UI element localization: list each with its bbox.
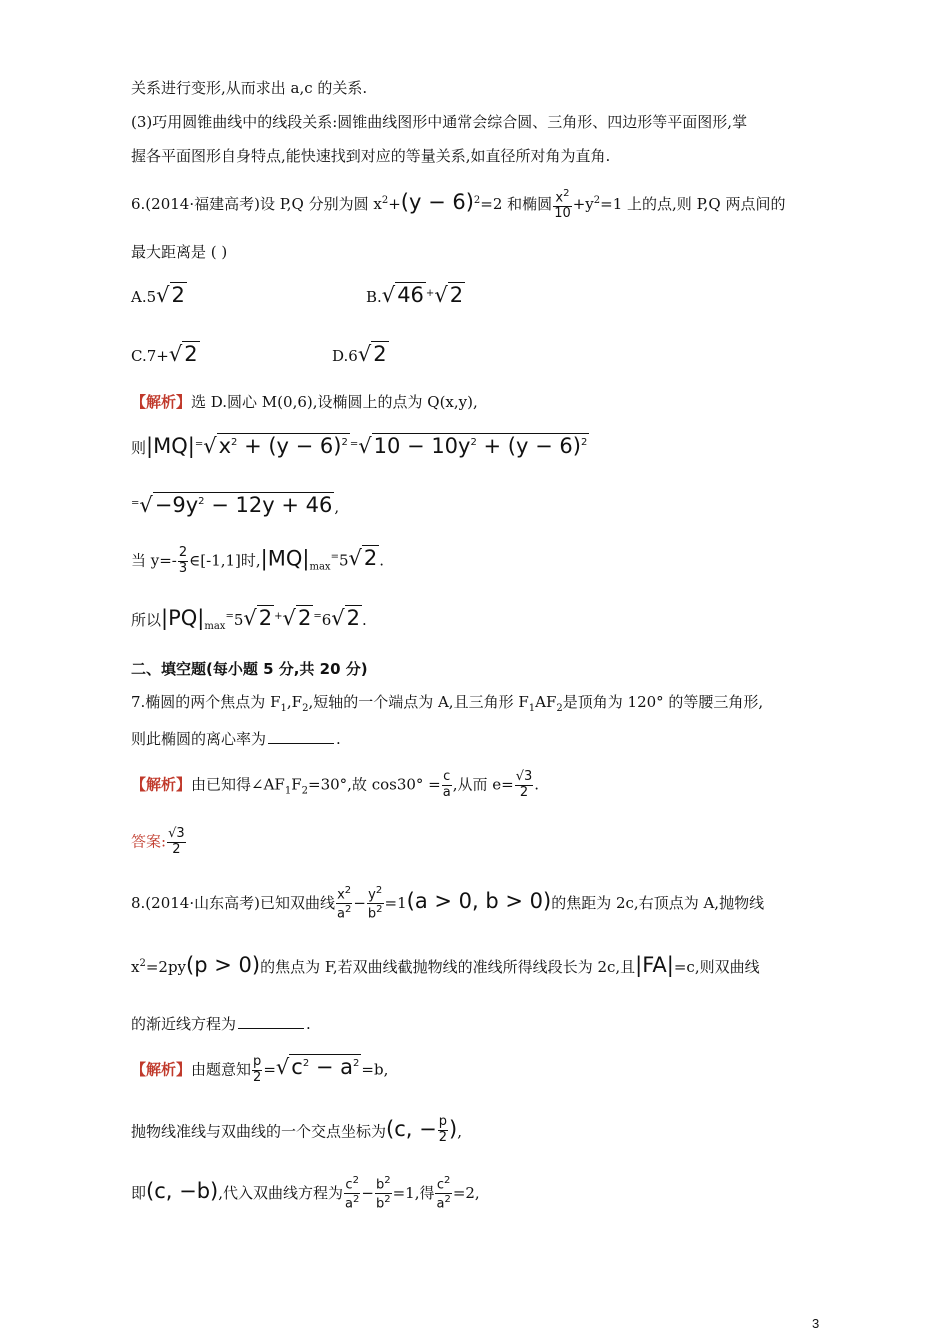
answer-7: 答案: $\frac{√3}{2}$ (131, 826, 185, 857)
solution-6-line-4: 当 y=- $\frac{2}{3}$ ∈[-1,1]时$,|MQ|_{max}^=5√2$ . (131, 545, 385, 576)
solution-6-line-2: 则$|MQ|^=√x^2 + (y - 6)^2$ $^=√10 - 10y^2 + (y - 6)^2$ (131, 434, 588, 458)
option-d: D.6√2 (332, 342, 387, 366)
question-8-stem: 8.(2014·山东高考)已知双曲线 $\frac{x^2}{a^2}$ − $\frac{y^2}{b^2}$ =1(a > 0, b > 0)的焦距为 2c,右顶点为 A,抛物线 (131, 885, 765, 922)
question-6-stem-cont: 最大距离是 ( ) (131, 243, 228, 261)
solution-8-line-3: 即(c, −b),代入双曲线方程为 $\frac{c^2}{a^2}$ − $\frac{b^2}{b^2}$ =1,得 $\frac{c^2}{a^2}$ =2, (131, 1175, 480, 1212)
question-6-stem: 6.(2014·福建高考)设 P,Q 分别为圆 $x^2+(y - 6)^2=2$ 和椭圆 $\frac{x^2}{10}$ $+y^2=1$ 上的点,则 P,Q 两点间的 (131, 188, 786, 222)
text-line: 关系进行变形,从而求出 a,c 的关系. (131, 79, 368, 97)
text-line: (3)巧用圆锥曲线中的线段关系:圆锥曲线图形中通常会综合圆、三角形、四边形等平面图形,掌 (131, 113, 748, 131)
question-8-stem-cont: $x^2=2py(p > 0)$的焦点为 F,若双曲线截抛物线的准线所得线段长为 2c,且|FA|=c,则双曲线 (131, 953, 760, 977)
solution-6-line-1: 【解析】选 D.圆心 M(0,6),设椭圆上的点为 Q(x,y), (131, 393, 478, 411)
solution-8-line-2: 抛物线准线与双曲线的一个交点坐标为(c, − $\frac{p}{2}$ ), (131, 1114, 462, 1145)
solution-8-line-1: 【解析】由题意知 $\frac{p}{2}$ $=√c^2 - a^2 =b$, (131, 1054, 389, 1085)
answer-blank (238, 1028, 304, 1029)
solution-6-line-5: 所以$|PQ|_{max}^=5√2$ +√2 =6√2 . (131, 606, 367, 632)
solution-7: 【解析】由已知得$\angle AF_1F_2=30^\circ$,故 cos30° = $\frac{c}{a}$ ,从而 e= $\frac{√3}{2}$ . (131, 769, 540, 800)
section-heading: 二、填空题(每小题 5 分,共 20 分) (131, 660, 368, 678)
answer-blank (268, 743, 334, 744)
option-c: C.7+√2 (131, 342, 198, 366)
question-7-stem-cont: 则此椭圆的离心率为 . (131, 730, 341, 748)
solution-6-line-3: $^=√-9y^2 - 12y + 46$ , (131, 493, 340, 517)
option-b: B.√46 +√2 (366, 283, 464, 307)
question-7-stem: 7.椭圆的两个焦点为 $F_1,F_2$,短轴的一个端点为 A,且三角形 $F_1AF_2$是顶角为 120° 的等腰三角形, (131, 693, 764, 714)
option-a: A.5√2 (131, 283, 185, 307)
page-number: 3 (812, 1316, 820, 1331)
text-line: 握各平面图形自身特点,能快速找到对应的等量关系,如直径所对角为直角. (131, 147, 611, 165)
question-8-stem-end: 的渐近线方程为 . (131, 1015, 311, 1033)
